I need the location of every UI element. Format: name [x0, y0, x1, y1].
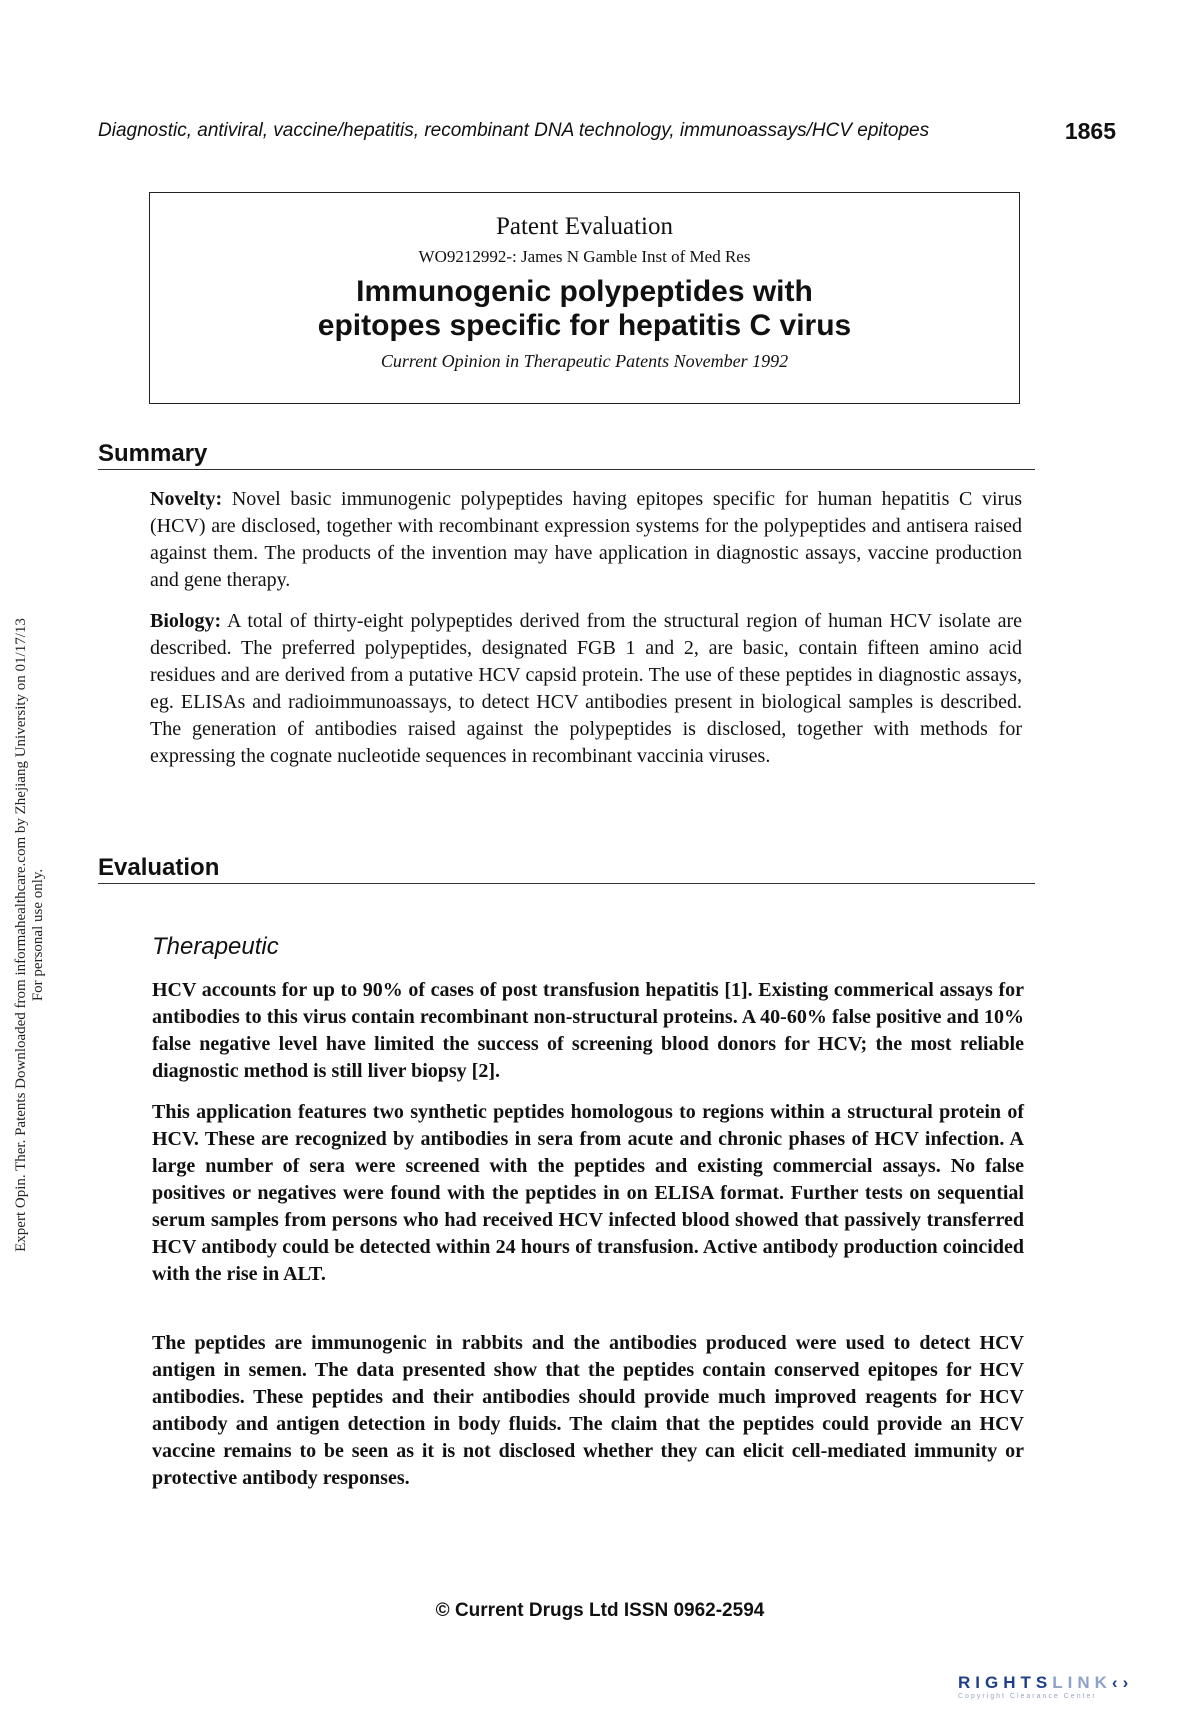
- watermark-line-1: Expert Opin. Ther. Patents Downloaded from informahealthcare.com by Zhejiang University on 01/17/13: [13, 618, 29, 1252]
- biology-label: Biology:: [150, 610, 222, 632]
- therapeutic-subheading: Therapeutic: [152, 933, 279, 960]
- evaluation-paragraph-3: The peptides are immunogenic in rabbits and the antibodies produced were used to detect HCV antigen in semen. The data presented show that the peptides contain conserved epitopes for HCV antibodies. These peptides and their antibodies should provide much improved reagents for HCV antibody and antigen detection in body fluids. The claim that the peptides could provide an HCV vaccine remains to be seen as it is not disclosed whether they can elicit cell-mediated immunity or protective antibody responses.: [152, 1332, 1024, 1489]
- evaluation-paragraph-2: This application features two synthetic peptides homologous to regions within a structural protein of HCV. These are recognized by antibodies in sera from acute and chronic phases of HCV infection. A large number of sera were screened with the peptides and existing commercial assays. No false positives or negatives were found with the peptides in on ELISA format. Further tests on sequential serum samples from persons who had received HCV infected blood showed that passively transferred HCV antibody could be detected within 24 hours of transfusion. Active antibody production coincided with the rise in ALT.: [152, 1101, 1024, 1285]
- patent-line: WO9212992-: James N Gamble Inst of Med Res: [418, 247, 751, 266]
- copyright-footer: © Current Drugs Ltd ISSN 0962-2594: [435, 1600, 765, 1621]
- patent-title-line-2: epitopes specific for hepatitis C virus: [317, 309, 852, 342]
- patent-evaluation-box: [149, 192, 1020, 404]
- novelty-paragraph: [150, 486, 1022, 594]
- evaluation-paragraph-1: HCV accounts for up to 90% of cases of post transfusion hepatitis [1]. Existing commerical assays for antibodies to this virus contain recombinant non-structural proteins. A 40-60% false positive and 10% false negative level have limited the success of screening blood donors for HCV; the most reliable diagnostic method is still liver biopsy [2].: [152, 979, 1024, 1082]
- source-citation: Current Opinion in Therapeutic Patents November 1992: [380, 351, 789, 371]
- watermark-line-2: For personal use only.: [30, 868, 46, 1002]
- rightslink-link: LINK: [1052, 1673, 1112, 1692]
- page-number: 1865: [1064, 118, 1116, 144]
- rightslink-main: RIGHTS: [958, 1673, 1053, 1692]
- evaluation-heading: Evaluation: [98, 854, 1035, 884]
- patent-title-line-1: Immunogenic polypeptides with: [356, 275, 813, 308]
- running-head-text: Diagnostic, antiviral, vaccine/hepatitis, recombinant DNA technology, immunoassays/HCV epitopes: [98, 120, 930, 141]
- biology-paragraph: [150, 608, 1022, 770]
- download-watermark: [13, 605, 47, 1265]
- novelty-text: Novel basic immunogenic polypeptides having epitopes specific for human hepatitis C virus (HCV) are disclosed, together with recombinant expression systems for the polypeptides and antisera raised against them. The products of the invention may have application in diagnostic assays, vaccine production and gene therapy.: [150, 488, 1022, 591]
- running-head: [98, 120, 1116, 150]
- rightslink-logo[interactable]: [958, 1673, 1134, 1707]
- summary-heading: Summary: [98, 440, 1035, 470]
- rightslink-arrow: ‹›: [1111, 1673, 1134, 1692]
- box-heading: Patent Evaluation: [495, 213, 674, 240]
- rightslink-subtitle: Copyright Clearance Center: [958, 1693, 1097, 1700]
- patent-title: [150, 275, 1019, 343]
- biology-text: A total of thirty-eight polypeptides derived from the structural region of human HCV isolate are described. The preferred polypeptides, designated FGB 1 and 2, are basic, contain fifteen amino acid residues and are derived from a putative HCV capsid protein. The use of these peptides in diagnostic assays, eg. ELISAs and radioimmunoassays, to detect HCV antibodies present in biological samples is described. The generation of antibodies raised against the polypeptides is disclosed, together with methods for expressing the cognate nucleotide sequences in recombinant vaccinia viruses.: [150, 610, 1022, 767]
- novelty-label: Novelty:: [150, 488, 223, 510]
